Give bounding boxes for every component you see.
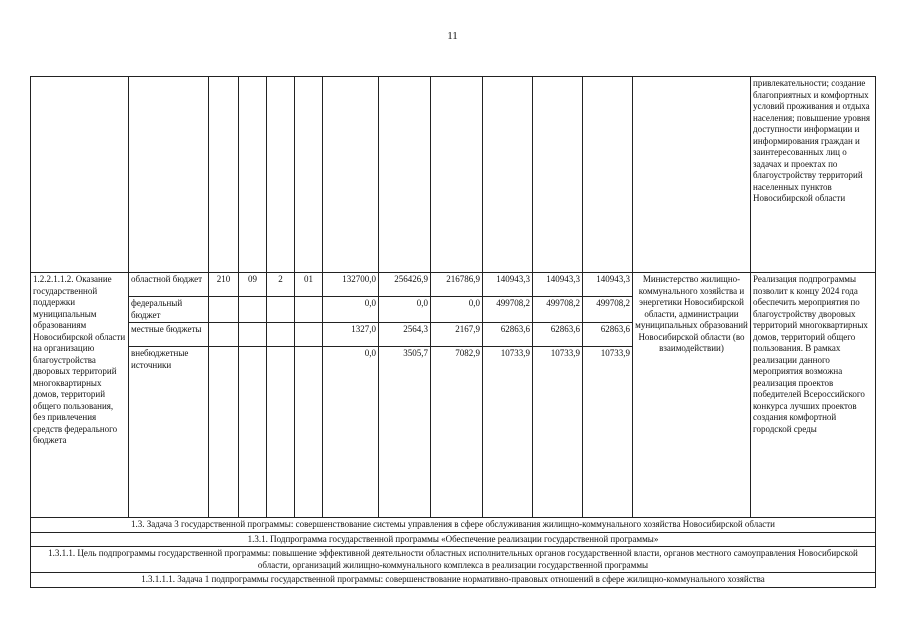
value-cell: 132700,0: [323, 273, 379, 297]
subprogram-goal: 1.3.1.1. Цель подпрограммы государственной программы: повышение эффективной деятельности областных исполнительных органов государственной власти, органов местного самоуправления Новосибирской области, организаций жилищно-коммунального комплекса в реализации государственной программы: [31, 547, 876, 573]
value-cell: 0,0: [431, 297, 483, 323]
value-cell: 0,0: [323, 347, 379, 518]
source-label: областной бюджет: [129, 273, 209, 297]
page-number: 11: [447, 30, 458, 42]
value-cell: 10733,9: [533, 347, 583, 518]
outcome: Реализация подпрограммы позволит к концу 2024 года обеспечить мероприятия по благоустройству дворовых территорий многоквартирных домов, территорий общего пользования. В рамках реализации данного мероприятия возможна реализация проектов победителей Всероссийского конкурса лучших проектов создания комфортной городской среды: [751, 273, 876, 518]
value-cell: 256426,9: [379, 273, 431, 297]
budget-table: [30, 76, 876, 588]
value-cell: 140943,3: [533, 273, 583, 297]
value-cell: 62863,6: [583, 323, 633, 347]
subprogram-row: [31, 532, 876, 547]
value-cell: 10733,9: [583, 347, 633, 518]
value-cell: 3505,7: [379, 347, 431, 518]
code-cell: 210: [209, 273, 239, 297]
value-cell: 499708,2: [583, 297, 633, 323]
source-label: местные бюджеты: [129, 323, 209, 347]
value-cell: 140943,3: [583, 273, 633, 297]
executor: Министерство жилищно-коммунального хозяйства и энергетики Новосибирской области, администрации муниципальных образований Новосибирской области (во взаимодействии): [633, 273, 751, 518]
source-label: федеральный бюджет: [129, 297, 209, 323]
task-3-heading: 1.3. Задача 3 государственной программы: совершенствование системы управления в сфере обслуживания жилищно-коммунального хозяйства Новосибирской области: [31, 518, 876, 533]
continuation-row: [31, 77, 876, 273]
source-row-regional: [31, 273, 876, 297]
task-row: [31, 518, 876, 533]
subprogram-heading: 1.3.1. Подпрограмма государственной программы «Обеспечение реализации государственной программы»: [31, 532, 876, 547]
value-cell: 2167,9: [431, 323, 483, 347]
goal-row: [31, 547, 876, 573]
code-cell: 2: [267, 273, 295, 297]
subtask-row: [31, 573, 876, 588]
value-cell: 62863,6: [533, 323, 583, 347]
code-cell: 09: [239, 273, 267, 297]
value-cell: 0,0: [379, 297, 431, 323]
subprogram-task-1: 1.3.1.1.1. Задача 1 подпрограммы государственной программы: совершенствование нормативно-правовых отношений в сфере жилищно-коммунального хозяйства: [31, 573, 876, 588]
measure-name: 1.2.2.1.1.2. Оказание государственной поддержки муниципальным образованиям Новосибирской области на организацию благоустройства дворовых территорий многоквартирных домов, территорий общего пользования, без привлечения средств федерального бюджета: [31, 273, 129, 518]
value-cell: 140943,3: [483, 273, 533, 297]
value-cell: 216786,9: [431, 273, 483, 297]
value-cell: 10733,9: [483, 347, 533, 518]
value-cell: 499708,2: [483, 297, 533, 323]
value-cell: 7082,9: [431, 347, 483, 518]
value-cell: 499708,2: [533, 297, 583, 323]
outcome-continuation: привлекательности; создание благоприятных и комфортных условий проживания и отдыха населения; повышение уровня доступности информации и информирования граждан и заинтересованных лиц о задачах и проектах по благоустройству территорий населенных пунктов Новосибирской области: [751, 77, 876, 273]
value-cell: 0,0: [323, 297, 379, 323]
value-cell: 62863,6: [483, 323, 533, 347]
value-cell: 2564,3: [379, 323, 431, 347]
code-cell: 01: [295, 273, 323, 297]
value-cell: 1327,0: [323, 323, 379, 347]
source-label: внебюджетные источники: [129, 347, 209, 518]
